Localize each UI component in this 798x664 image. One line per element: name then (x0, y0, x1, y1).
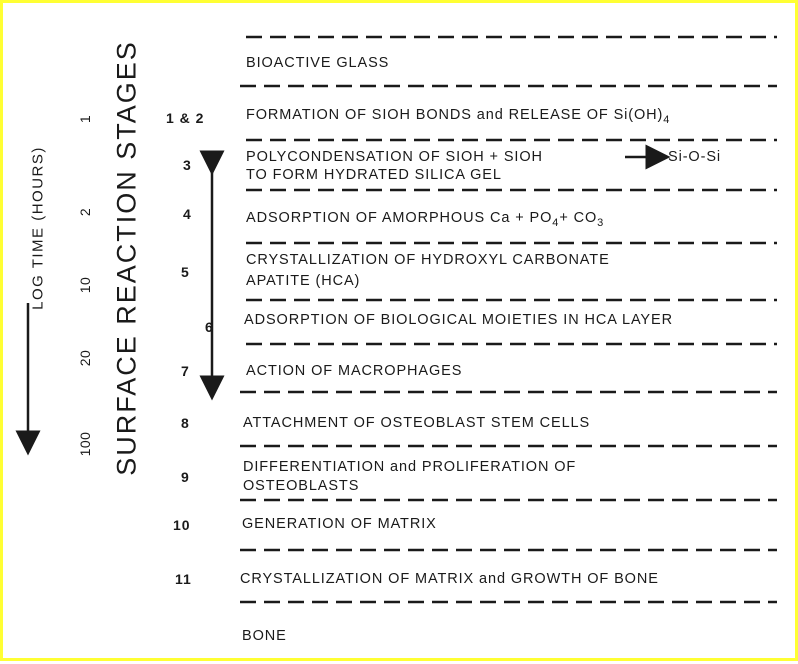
stage-description: ACTION OF MACROPHAGES (246, 363, 463, 379)
stage-description: OSTEOBLASTS (243, 478, 360, 494)
stage-description: GENERATION OF MATRIX (242, 516, 437, 532)
stage-number: 4 (183, 206, 192, 222)
reaction-product: Si-O-Si (668, 149, 722, 165)
stage-number: 1 & 2 (166, 110, 205, 126)
bone-label: BONE (242, 628, 287, 644)
time-value: 2 (77, 207, 93, 217)
time-value: 1 (77, 114, 93, 124)
stage-number: 5 (181, 264, 190, 280)
time-value: 20 (77, 349, 93, 367)
stage-description: TO FORM HYDRATED SILICA GEL (246, 167, 502, 183)
stage-number: 7 (181, 363, 190, 379)
stage-number: 11 (175, 571, 192, 587)
stage-description: FORMATION OF SIOH BONDS and RELEASE OF $Si(OH)_4$ (246, 107, 671, 126)
stage-description: ADSORPTION OF AMORPHOUS $Ca + PO_4+ CO_3$ (246, 210, 605, 229)
stage-number: 6 (205, 319, 214, 335)
stage-number: 10 (173, 517, 191, 533)
stage-description: CRYSTALLIZATION OF MATRIX and GROWTH OF BONE (240, 571, 659, 587)
stage-description: APATITE (HCA) (246, 273, 361, 289)
stage-number: 9 (181, 469, 190, 485)
stage-description: DIFFERENTIATION and PROLIFERATION OF (243, 459, 577, 475)
time-value: 100 (77, 431, 93, 457)
surface-reaction-stages-label: SURFACE REACTION STAGES (111, 40, 142, 476)
stage-description: ATTACHMENT OF OSTEOBLAST STEM CELLS (243, 415, 591, 431)
stage-description: CRYSTALLIZATION OF HYDROXYL CARBONATE (246, 252, 610, 268)
stage-number: 8 (181, 415, 190, 431)
log-time-label: LOG TIME (HOURS) (29, 146, 47, 310)
stage-number: 3 (183, 157, 192, 173)
bioactive-glass-label: BIOACTIVE GLASS (246, 55, 390, 71)
stage-description: ADSORPTION OF BIOLOGICAL MOIETIES IN HCA LAYER (244, 312, 673, 328)
stage-description: POLYCONDENSATION OF SIOH + SIOH (246, 149, 543, 165)
time-value: 10 (77, 276, 93, 294)
